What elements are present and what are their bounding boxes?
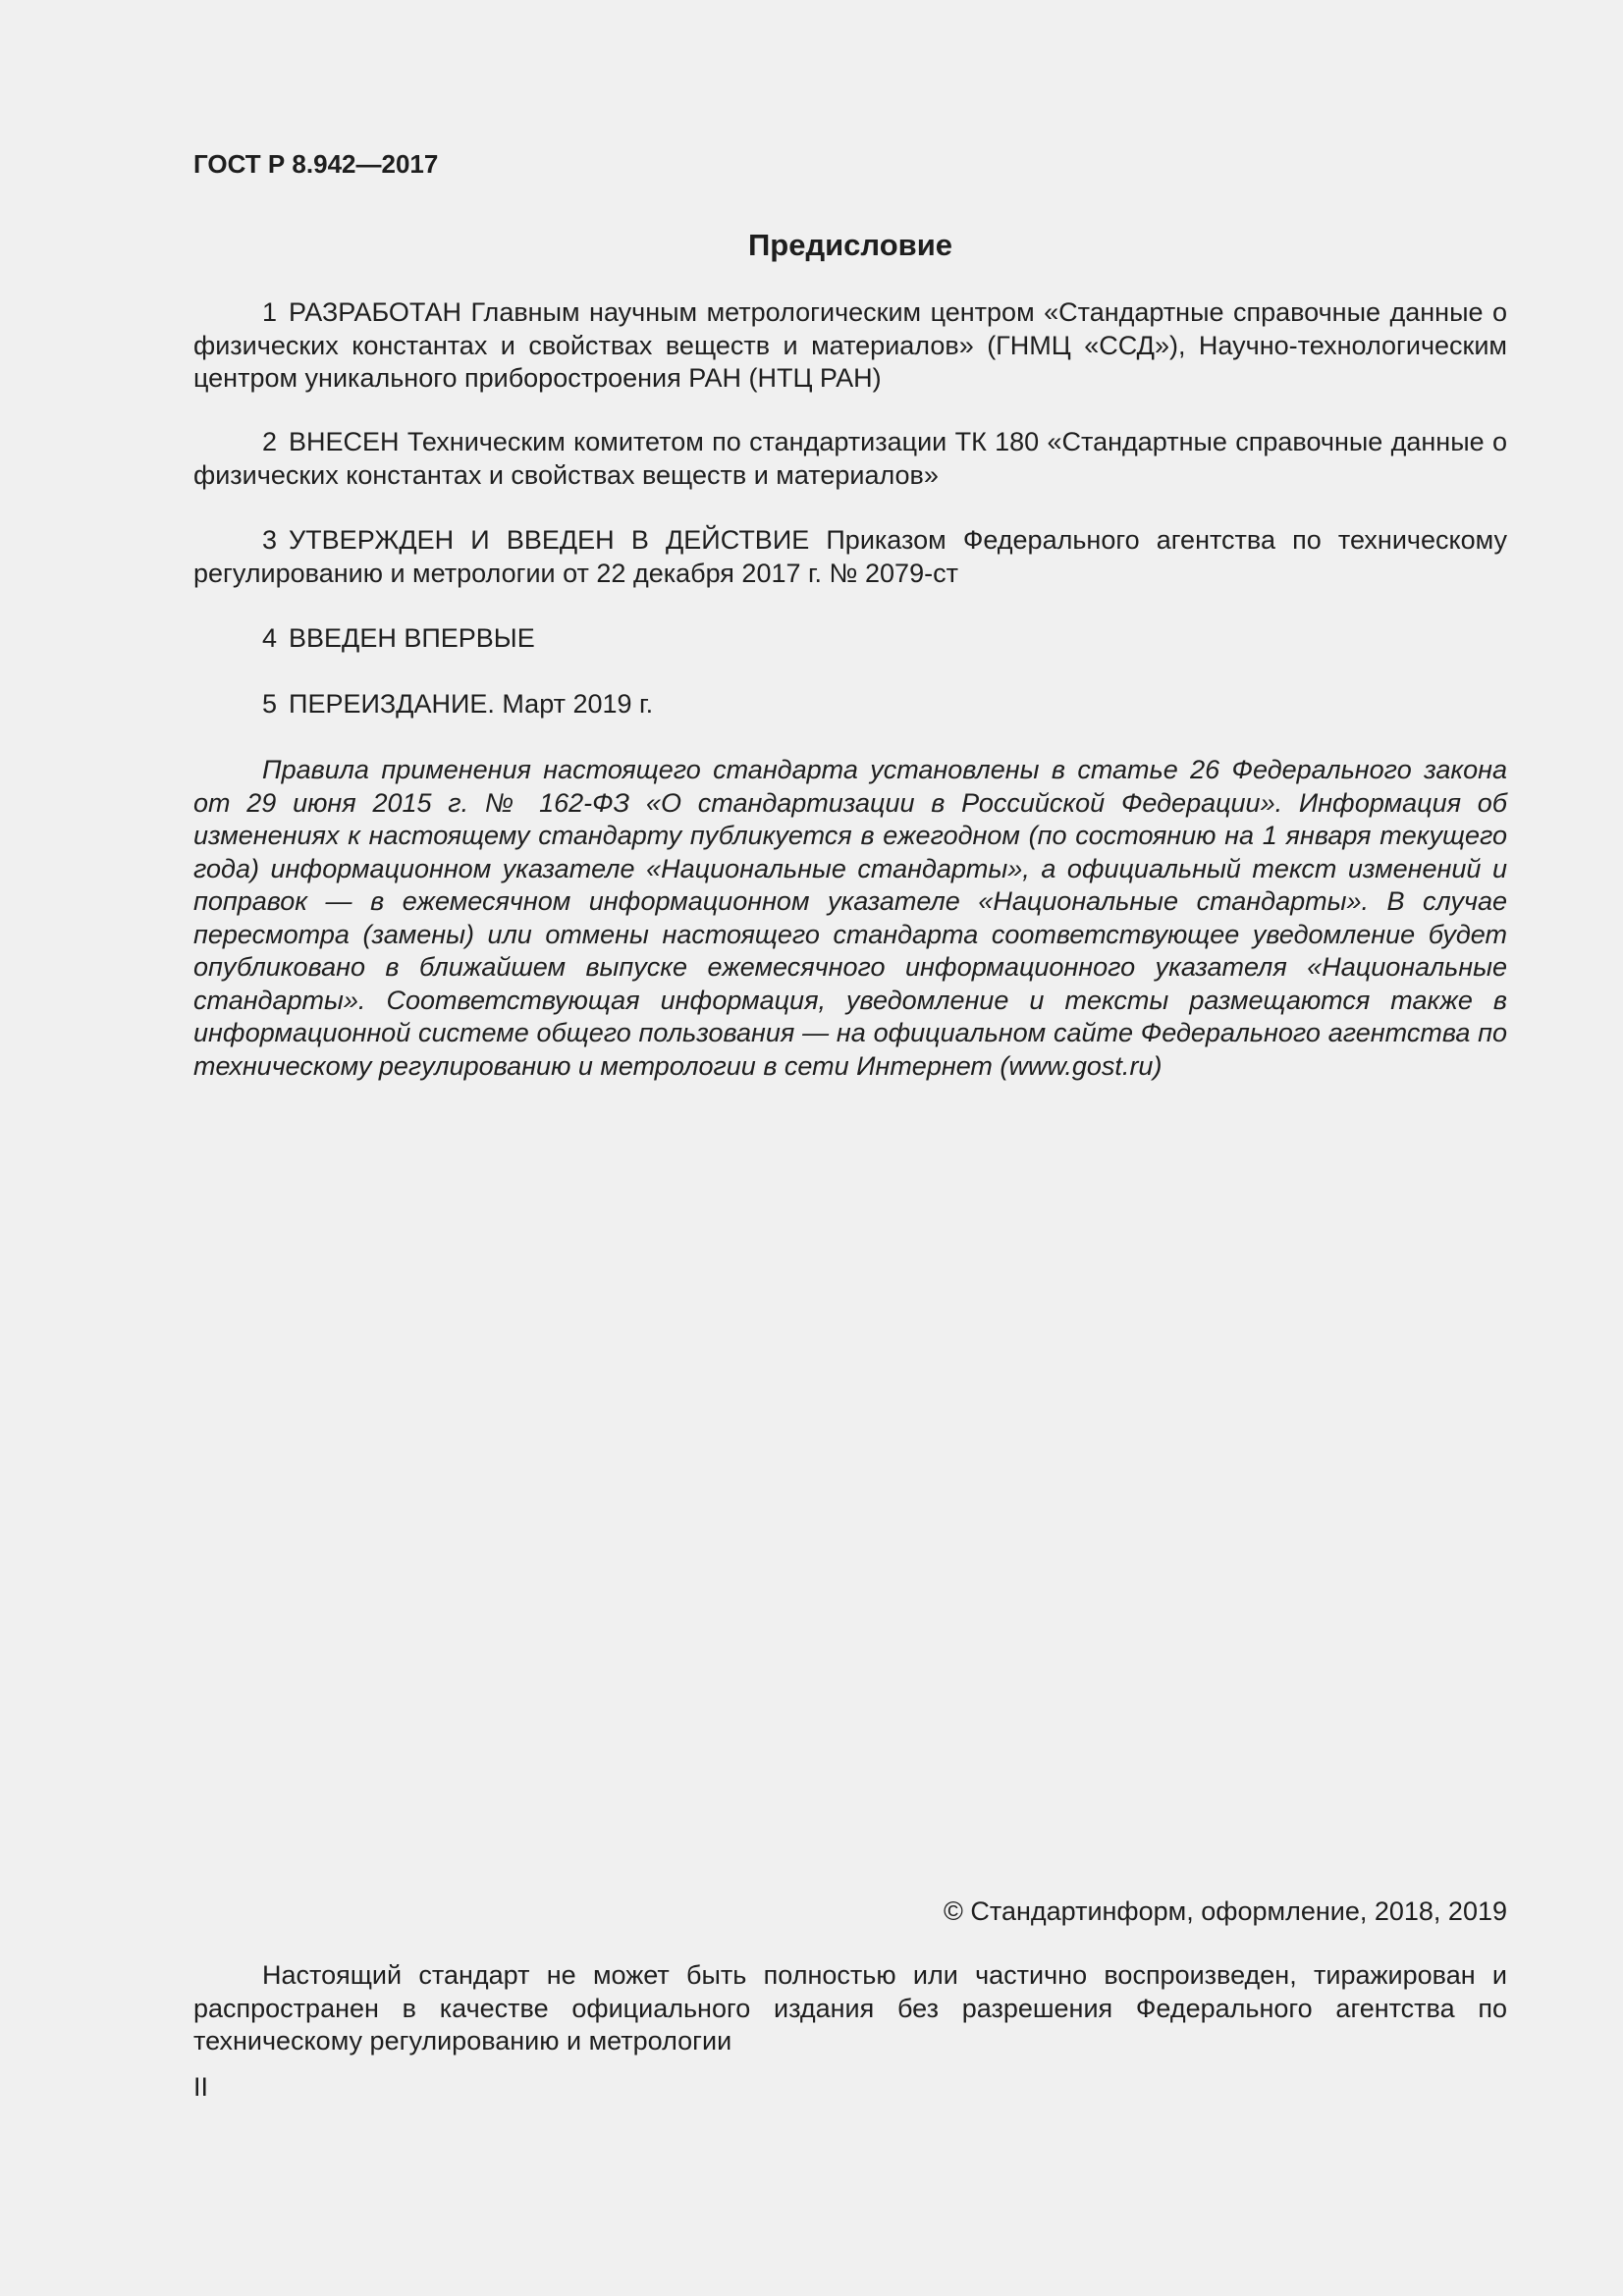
item-text: ВНЕСЕН Техническим комитетом по стандартизации ТК 180 «Стандартные справочные данные о физических константах и свойствах веществ и материалов»	[193, 427, 1507, 490]
item-text: УТВЕРЖДЕН И ВВЕДЕН В ДЕЙСТВИЕ Приказом Федерального агентства по техническому регулированию и метрологии от 22 декабря 2017 г. № 2079-ст	[193, 525, 1507, 588]
item-text: РАЗРАБОТАН Главным научным метрологическим центром «Стандартные справочные данные о физических константах и свойствах веществ и материалов» (ГНМЦ «ССД»), Научно-технологическим центром уникального приборостроения РАН (НТЦ РАН)	[193, 297, 1507, 393]
foreword-item-2	[193, 426, 1507, 492]
reproduction-notice: Настоящий стандарт не может быть полностью или частично воспроизведен, тиражирован и распространен в качестве официального издания без разрешения Федерального агентства по техническому регулированию и метрологии	[193, 1960, 1507, 2056]
item-number: 4	[262, 623, 278, 653]
item-number: 3	[262, 525, 278, 555]
item-number: 2	[262, 427, 278, 456]
foreword-item-5	[193, 688, 1507, 721]
document-header: ГОСТ Р 8.942—2017	[193, 149, 439, 179]
item-text: ВВЕДЕН ВПЕРВЫЕ	[289, 623, 535, 653]
item-text: ПЕРЕИЗДАНИЕ. Март 2019 г.	[289, 689, 654, 719]
page-title: Предисловие	[747, 228, 952, 262]
foreword-item-1	[193, 296, 1507, 396]
copyright-line: © Стандартинформ, оформление, 2018, 2019	[944, 1896, 1507, 1926]
item-number: 5	[262, 689, 278, 719]
page-number: II	[193, 2072, 209, 2102]
item-number: 1	[262, 297, 278, 327]
standard-rules-note: Правила применения настоящего стандарта установлены в статье 26 Федерального закона от 29 июня 2015 г. № 162-ФЗ «О стандартизации в Российской Федерации». Информация об изменениях к настоящему стандарту публикуется в ежегодном (по состоянию на 1 января текущего года) информационном указателе «Национальные стандарты», а официальный текст изменений и поправок — в ежемесячном информационном указателе «Национальные стандарты». В случае пересмотра (замены) или отмены настоящего стандарта соответствующее уведомление будет опубликовано в ближайшем выпуске ежемесячного информационного указателя «Национальные стандарты». Соответствующая информация, уведомление и тексты размещаются также в информационной системе общего пользования — на официальном сайте Федерального агентства по техническому регулированию и метрологии в сети Интернет (www.gost.ru)	[193, 755, 1507, 1081]
foreword-item-3	[193, 524, 1507, 590]
foreword-item-4	[193, 622, 1507, 656]
